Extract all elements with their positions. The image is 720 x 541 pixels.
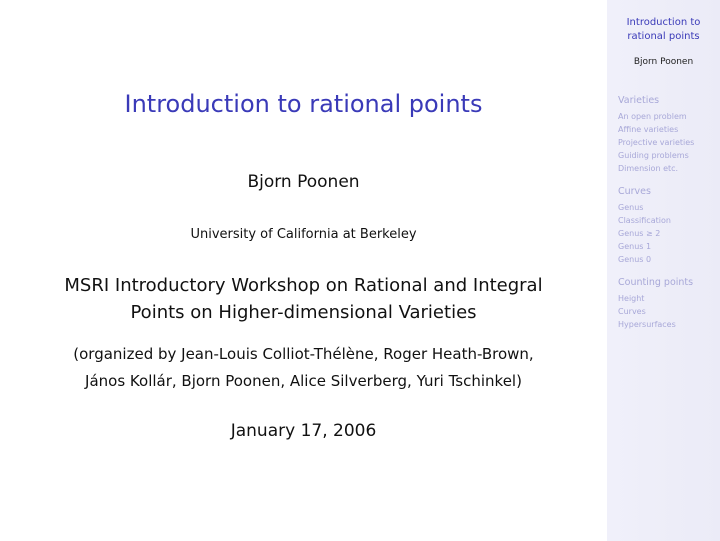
sidebar-title-line-2: rational points (627, 31, 700, 42)
sidebar-item-open-problem[interactable]: An open problem (618, 112, 687, 121)
date: January 17, 2006 (230, 421, 377, 441)
sidebar-title[interactable] (607, 16, 720, 44)
event-name (0, 272, 607, 326)
sidebar-item-hypersurfaces[interactable]: Hypersurfaces (618, 320, 676, 329)
sidebar-item-genus-0[interactable]: Genus 0 (618, 255, 652, 264)
sidebar-section-counting-points[interactable]: Counting points (618, 277, 694, 288)
sidebar-section-curves[interactable]: Curves (618, 186, 651, 197)
sidebar-item-dimension[interactable]: Dimension etc. (618, 164, 679, 173)
sidebar-item-genus-ge-2[interactable]: Genus ≥ 2 (618, 229, 661, 238)
sidebar-item-projective-varieties[interactable]: Projective varieties (618, 138, 695, 147)
institute: University of California at Berkeley (190, 227, 417, 242)
organizers-line-1: (organized by Jean-Louis Colliot-Thélène, Roger Heath-Brown, (73, 345, 534, 363)
sidebar-author: Bjorn Poonen (633, 57, 694, 67)
sidebar-item-genus-1[interactable]: Genus 1 (618, 242, 652, 251)
navigation-sidebar (607, 0, 720, 541)
author-name: Bjorn Poonen (247, 172, 360, 192)
slide-title: Introduction to rational points (124, 90, 483, 118)
event-line-1: MSRI Introductory Workshop on Rational and Integral (64, 275, 543, 296)
sidebar-title-line-1: Introduction to (626, 17, 701, 28)
sidebar-item-genus[interactable]: Genus (618, 203, 644, 212)
sidebar-item-curves[interactable]: Curves (618, 307, 646, 316)
sidebar-item-affine-varieties[interactable]: Affine varieties (618, 125, 679, 134)
sidebar-section-varieties[interactable]: Varieties (618, 95, 660, 106)
organizers (0, 341, 607, 395)
event-line-2: Points on Higher-dimensional Varieties (130, 302, 477, 323)
sidebar-item-classification[interactable]: Classification (618, 216, 671, 225)
sidebar-item-guiding-problems[interactable]: Guiding problems (618, 151, 689, 160)
sidebar-item-height[interactable]: Height (618, 294, 645, 303)
organizers-line-2: János Kollár, Bjorn Poonen, Alice Silverberg, Yuri Tschinkel) (85, 372, 522, 390)
